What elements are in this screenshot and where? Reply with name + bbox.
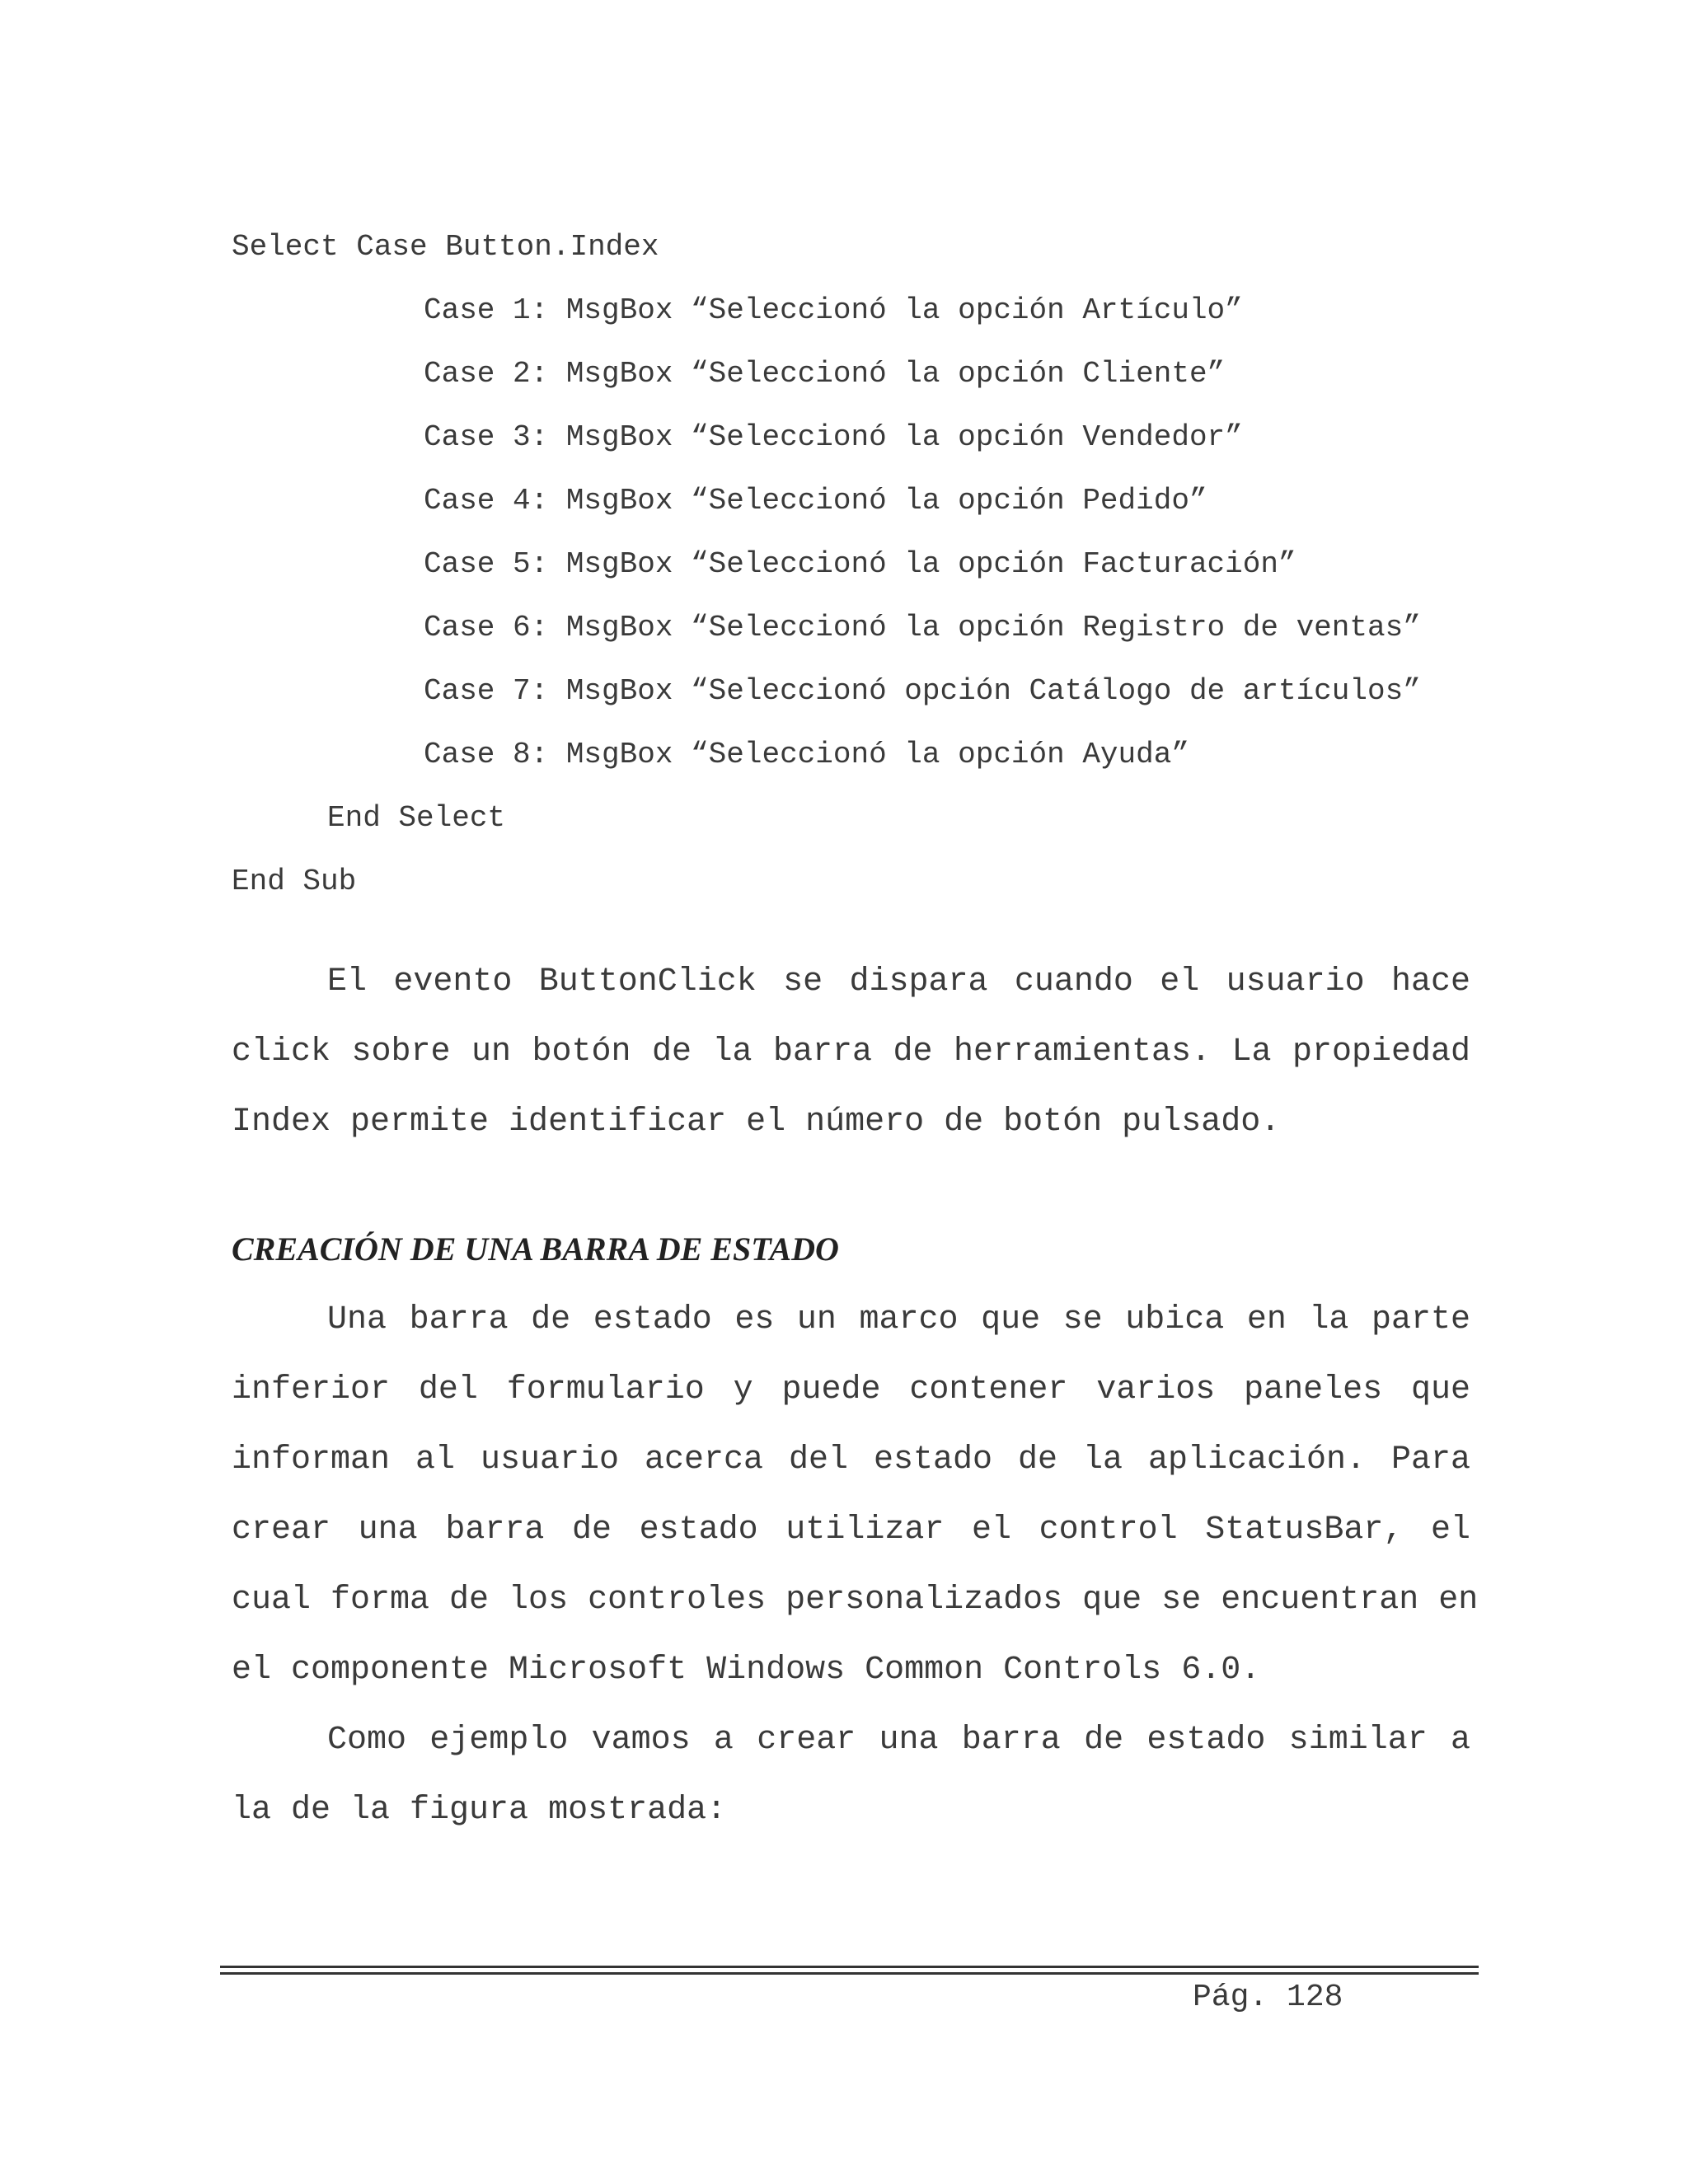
paragraph-line: cual forma de los controles personalizados que se encuentran en — [232, 1582, 1479, 1619]
code-case-line: Case 2: MsgBox “Seleccionó la opción Cliente” — [424, 357, 1226, 391]
section-heading: CREACIÓN DE UNA BARRA DE ESTADO — [232, 1230, 839, 1268]
paragraph-line: crear una barra de estado utilizar el control StatusBar, el — [232, 1511, 1470, 1549]
paragraph-line: El evento ButtonClick se dispara cuando el usuario hace — [327, 963, 1470, 1001]
code-case-line: Case 3: MsgBox “Seleccionó la opción Vendedor” — [424, 420, 1243, 454]
paragraph-line: la de la figura mostrada: — [232, 1792, 727, 1829]
code-case-line: Case 7: MsgBox “Seleccionó opción Catálogo de artículos” — [424, 674, 1421, 708]
paragraph-line: informan al usuario acerca del estado de la aplicación. Para — [232, 1441, 1470, 1479]
paragraph-line: Como ejemplo vamos a crear una barra de estado similar a — [327, 1722, 1470, 1759]
paragraph-line: click sobre un botón de la barra de herramientas. La propiedad — [232, 1033, 1470, 1071]
code-case-line: Case 8: MsgBox “Seleccionó la opción Ayuda” — [424, 738, 1189, 771]
code-case-line: Case 4: MsgBox “Seleccionó la opción Pedido” — [424, 484, 1207, 518]
code-case-line: Case 6: MsgBox “Seleccionó la opción Registro de ventas” — [424, 611, 1421, 644]
code-case-line: Case 5: MsgBox “Seleccionó la opción Facturación” — [424, 547, 1296, 581]
code-end-select: End Select — [327, 801, 506, 835]
page-number: Pág. 128 — [1193, 1980, 1343, 2015]
paragraph-line: el componente Microsoft Windows Common Controls 6.0. — [232, 1652, 1261, 1689]
paragraph-line: inferior del formulario y puede contener varios paneles que — [232, 1371, 1470, 1408]
footer-rule-bottom — [220, 1972, 1479, 1975]
paragraph-line: Una barra de estado es un marco que se ubica en la parte — [327, 1301, 1470, 1338]
code-end-sub: End Sub — [232, 865, 357, 898]
footer-rule-top — [220, 1966, 1479, 1968]
code-select-line: Select Case Button.Index — [232, 230, 659, 264]
paragraph-line: Index permite identificar el número de botón pulsado. — [232, 1104, 1281, 1141]
code-case-line: Case 1: MsgBox “Seleccionó la opción Artículo” — [424, 293, 1243, 327]
